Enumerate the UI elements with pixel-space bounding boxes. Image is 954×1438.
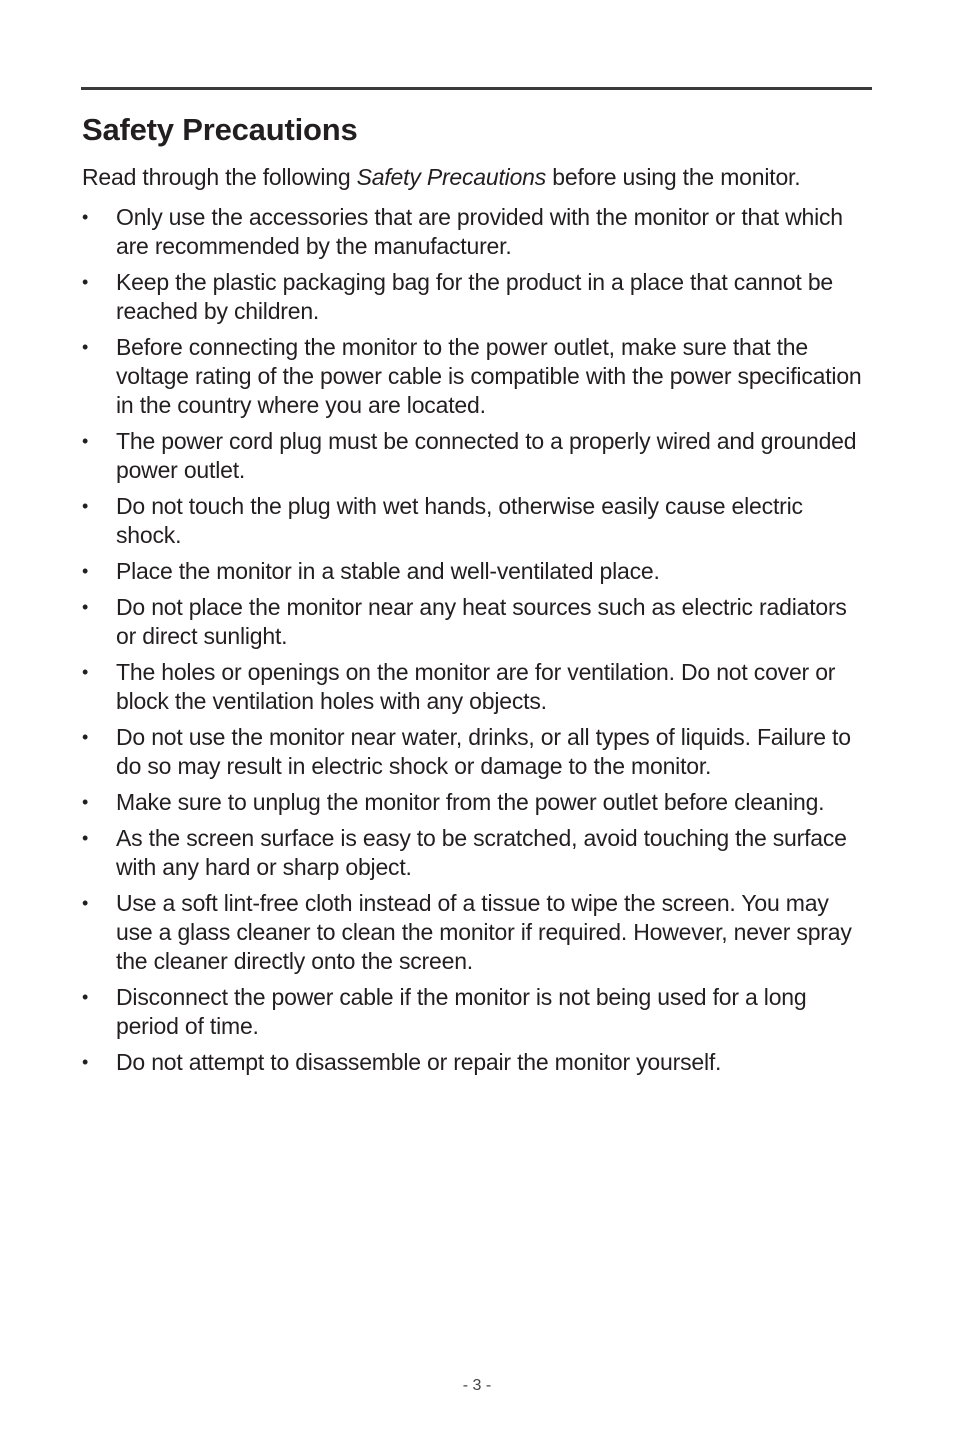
list-item	[82, 492, 862, 550]
list-item	[82, 268, 862, 326]
list-item-text: Do not use the monitor near water, drinks, or all types of liquids. Failure to do so may result in electric shock or damage to the monitor.	[116, 724, 851, 779]
intro-text-after: before using the monitor.	[546, 164, 801, 190]
list-item-text: Disconnect the power cable if the monitor is not being used for a long period of time.	[116, 984, 807, 1039]
list-item-text: Keep the plastic packaging bag for the product in a place that cannot be reached by children.	[116, 269, 833, 324]
bullet-icon: •	[82, 337, 89, 357]
list-item-text: The power cord plug must be connected to a properly wired and grounded power outlet.	[116, 428, 857, 483]
bullet-icon: •	[82, 561, 89, 581]
intro-text-before: Read through the following	[82, 164, 357, 190]
bullet-icon: •	[82, 792, 89, 812]
list-item	[82, 203, 862, 261]
bullet-icon: •	[82, 272, 89, 292]
list-item	[82, 1048, 862, 1077]
page-title: Safety Precautions	[82, 112, 358, 147]
list-item	[82, 983, 862, 1041]
bullet-icon: •	[82, 893, 89, 913]
list-item	[82, 593, 862, 651]
list-item	[82, 557, 862, 586]
bullet-icon: •	[82, 207, 89, 227]
list-item	[82, 427, 862, 485]
list-item	[82, 889, 862, 976]
intro-paragraph	[82, 162, 882, 192]
bullet-icon: •	[82, 431, 89, 451]
list-item	[82, 824, 862, 882]
bullet-icon: •	[82, 662, 89, 682]
bullet-icon: •	[82, 1052, 89, 1072]
list-item-text: Do not place the monitor near any heat sources such as electric radiators or direct sunlight.	[116, 594, 847, 649]
bullet-icon: •	[82, 987, 89, 1007]
list-item-text: Do not touch the plug with wet hands, otherwise easily cause electric shock.	[116, 493, 803, 548]
page-number: - 3 -	[462, 1377, 492, 1394]
bullet-icon: •	[82, 727, 89, 747]
list-item	[82, 723, 862, 781]
list-item-text: Make sure to unplug the monitor from the power outlet before cleaning.	[116, 789, 825, 815]
list-item	[82, 788, 862, 817]
list-item	[82, 333, 862, 420]
list-item-text: Use a soft lint-free cloth instead of a tissue to wipe the screen. You may use a glass cleaner to clean the monitor if required. However, never spray the cleaner directly onto the screen.	[116, 890, 852, 974]
intro-emphasis: Safety Precautions	[356, 164, 547, 190]
bullet-icon: •	[82, 828, 89, 848]
list-item-text: Only use the accessories that are provided with the monitor or that which are recommended by the manufacturer.	[116, 204, 843, 259]
top-divider	[81, 87, 872, 90]
list-item-text: As the screen surface is easy to be scratched, avoid touching the surface with any hard or sharp object.	[116, 825, 847, 880]
list-item-text: Before connecting the monitor to the power outlet, make sure that the voltage rating of the power cable is compatible with the power specification in the country where you are located.	[116, 334, 862, 418]
bullet-icon: •	[82, 597, 89, 617]
bullet-icon: •	[82, 496, 89, 516]
list-item-text: Do not attempt to disassemble or repair the monitor yourself.	[116, 1049, 722, 1075]
safety-precautions-list	[82, 203, 862, 1084]
list-item	[82, 658, 862, 716]
list-item-text: Place the monitor in a stable and well-ventilated place.	[116, 558, 660, 584]
list-item-text: The holes or openings on the monitor are for ventilation. Do not cover or block the ventilation holes with any objects.	[116, 659, 836, 714]
